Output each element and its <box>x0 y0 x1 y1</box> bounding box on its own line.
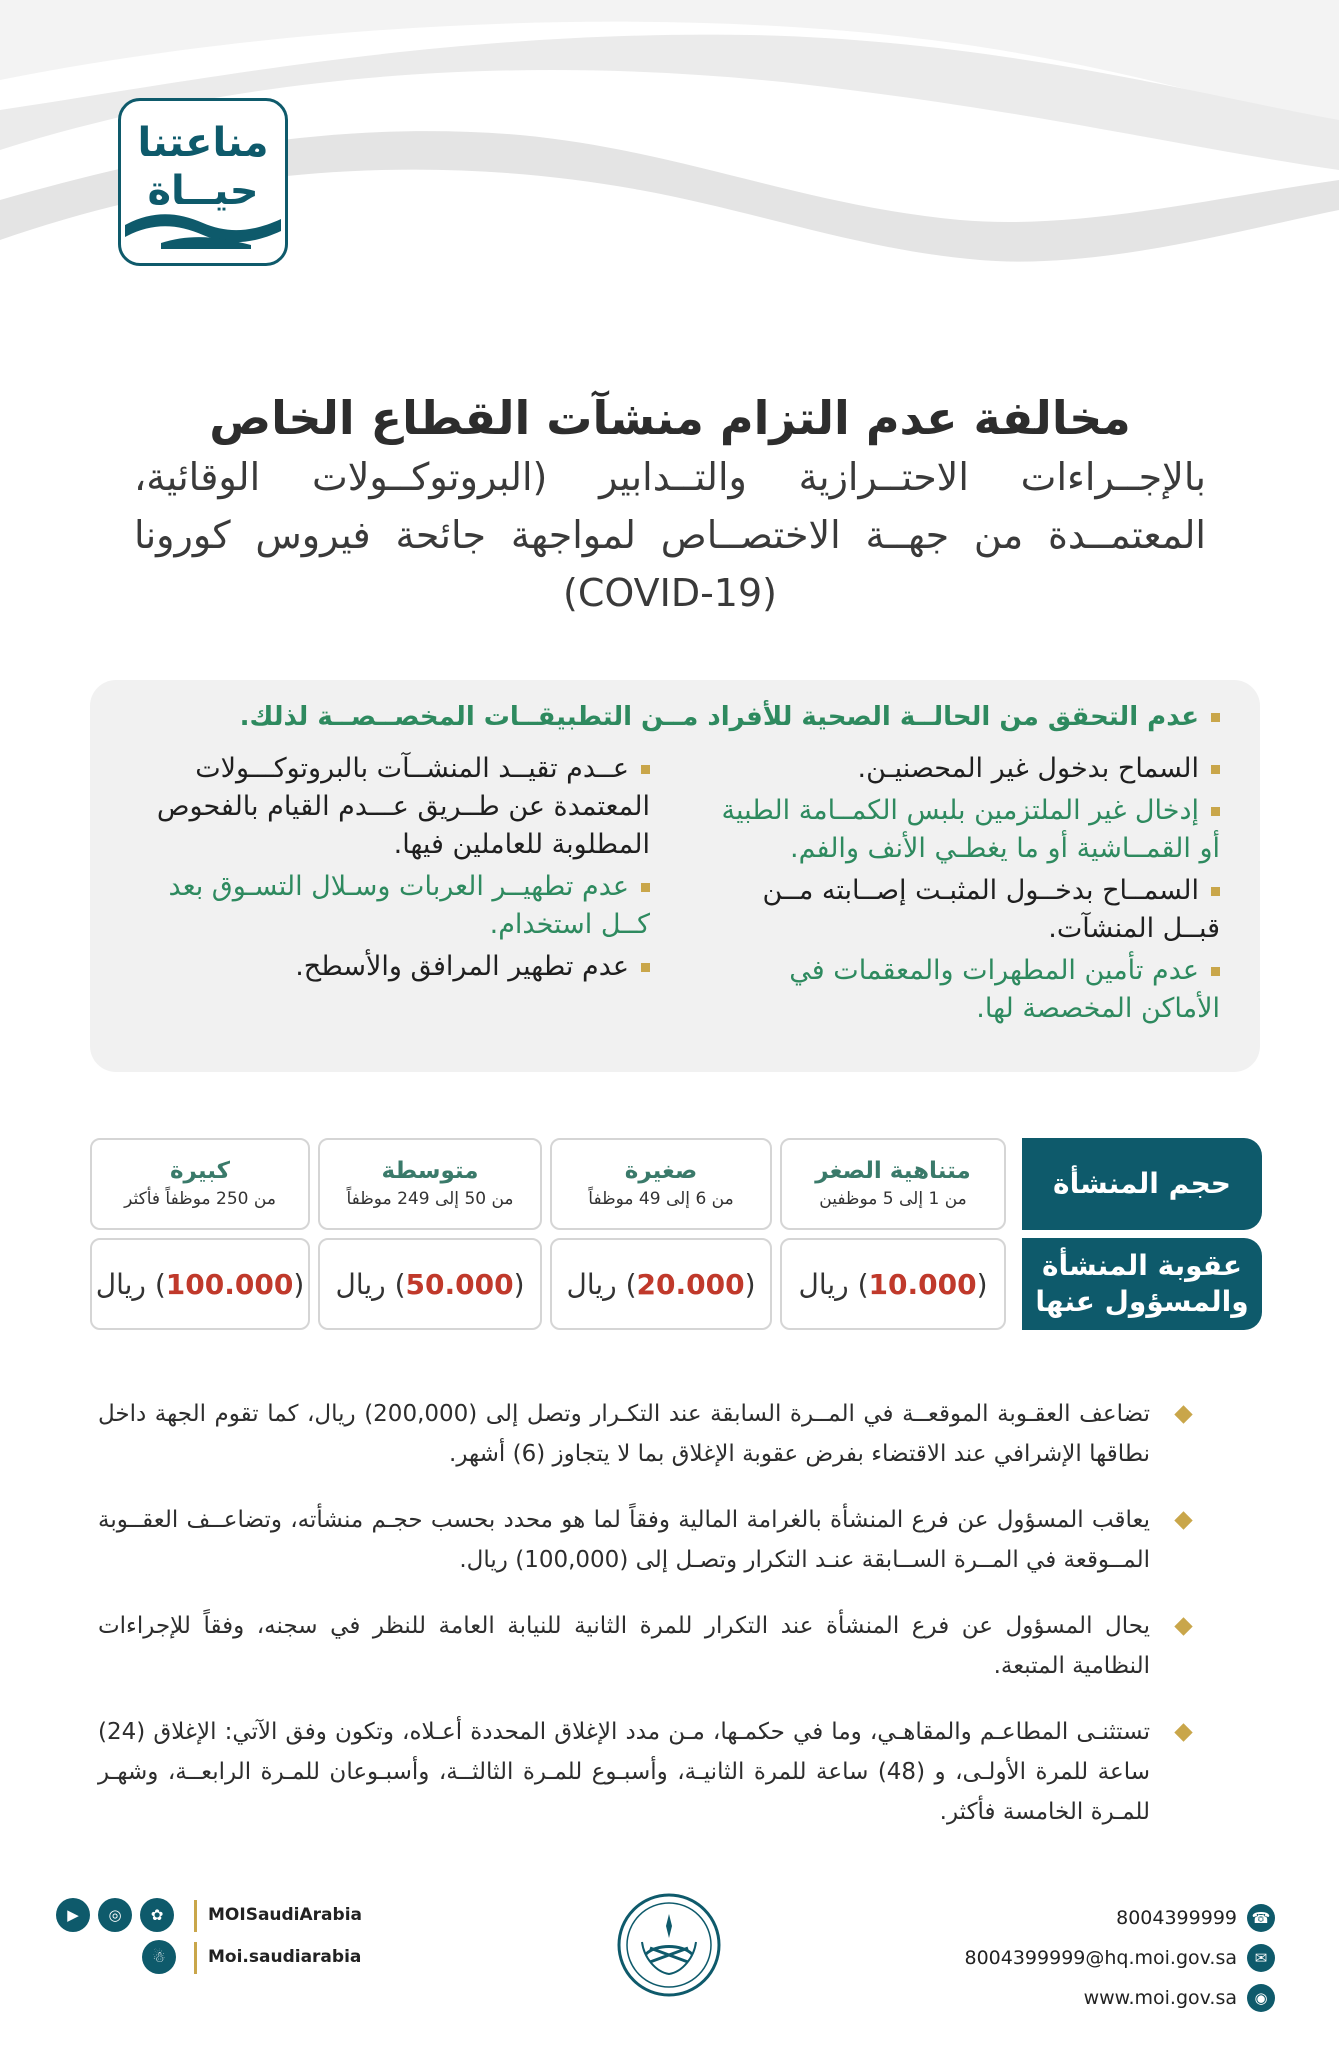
violation-item-top: عدم التحقق من الحالــة الصحية للأفراد مــن التطبيقــات المخصــصــة لذلك. <box>120 698 1220 736</box>
fine-currency: ريال <box>566 1267 617 1301</box>
note-item: يحال المسؤول عن فرع المنشأة عند التكرار للمرة الثانية للنيابة العامة للنظر في سجنه، وفقاً للإجراءات النظامية المتبعة. <box>98 1606 1198 1686</box>
divider <box>194 1942 197 1974</box>
fine-currency: ريال <box>95 1267 146 1301</box>
size-range: من 1 إلى 5 موظفين <box>819 1189 967 1209</box>
fine-currency: ريال <box>335 1267 386 1301</box>
note-item: تضاعف العقـوبة الموقعــة في المــرة السابقة عند التكـرار وتصل إلى (200,000) ريال، كما تقوم الجهة داخل نطاقها الإشرافي عند الاقتضاء بفرض عقوبة الإغلاق بما لا يتجاوز (6) أشهر. <box>98 1394 1198 1474</box>
bullet-icon <box>1211 967 1220 976</box>
size-range: من 6 إلى 49 موظفاً <box>588 1189 734 1209</box>
table-cell-size <box>780 1138 1006 1230</box>
social-handle[interactable]: MOISaudiArabia <box>208 1905 362 1925</box>
diamond-bullet-icon <box>1174 1511 1192 1529</box>
bullet-icon <box>1211 807 1220 816</box>
divider <box>194 1900 197 1932</box>
fine-amount: 10.000 <box>868 1267 977 1301</box>
bullet-icon <box>641 963 650 972</box>
violation-item: عدم تطهيــر العربات وسـلال التسـوق بعد كــل استخدام. <box>168 871 650 940</box>
violations-panel <box>90 680 1260 1072</box>
table-cell-size <box>318 1138 542 1230</box>
email-icon: ✉ <box>1247 1944 1275 1972</box>
violation-item: السماح بدخول غير المحصنيـن. <box>720 750 1220 788</box>
table-cell-fine: (20.000) ريال <box>550 1238 772 1330</box>
diamond-bullet-icon <box>1174 1405 1192 1423</box>
phone-icon: ☎ <box>1247 1904 1275 1932</box>
page-subtitle: بالإجــراءات الاحتــرازية والتــدابير (البروتوكــولات الوقائية، المعتمــدة من جهــة الاختصــاص لمواجهة جائحة فيروس كورونا (COVID-19) <box>134 455 1206 615</box>
fine-amount: 20.000 <box>636 1267 745 1301</box>
notes-list <box>98 1394 1198 1858</box>
contact-website[interactable]: ◉ www.moi.gov.sa <box>955 1978 1275 2018</box>
violation-item: إدخال غير الملتزمين بلبس الكمــامة الطبية أو القمــاشية أو ما يغطـي الأنف والفم. <box>721 795 1220 864</box>
bullet-icon <box>1211 713 1220 722</box>
size-title: كبيرة <box>169 1158 231 1184</box>
violations-column-right <box>720 750 1220 1032</box>
fine-currency: ريال <box>798 1267 849 1301</box>
violation-item: عدم تطهير المرافق والأسطح. <box>130 948 650 986</box>
title-block <box>130 388 1210 622</box>
violation-item: السمــاح بدخــول المثبـت إصــابته مــن قبــل المنشآت. <box>762 875 1220 944</box>
diamond-bullet-icon <box>1174 1617 1192 1635</box>
logo-wave-icon <box>121 203 285 249</box>
table-cell-size <box>90 1138 310 1230</box>
size-title: متوسطة <box>381 1158 479 1184</box>
violations-column-left <box>130 750 650 990</box>
note-item: تستثنـى المطاعـم والمقاهـي، وما في حكمـها، مـن مدد الإغلاق المحددة أعـلاه، وتكون وفق الآتي: الإغلاق (24) ساعة للمرة الأولـى، و (48) ساعة للمرة الثانيـة، وأسبـوع للمـرة الثالثــة، وأسبـوعان للمـرة الرابعــة، وشهـر للمـرة الخامسة فأكثر. <box>98 1712 1198 1832</box>
logo-line-2: حيــاة <box>147 168 259 214</box>
ministry-emblem-icon <box>616 1892 722 1998</box>
bullet-icon <box>641 883 650 892</box>
instagram-icon[interactable]: ◎ <box>98 1898 132 1932</box>
size-range: من 50 إلى 249 موظفاً <box>346 1189 514 1209</box>
globe-icon: ◉ <box>1247 1984 1275 2012</box>
fine-amount: 50.000 <box>405 1267 514 1301</box>
snapchat-handle[interactable]: Moi.saudiarabia <box>208 1947 362 1967</box>
size-range: من 250 موظفاً فأكثر <box>124 1189 276 1209</box>
violation-item: عدم تأمين المطهرات والمعقمات في الأماكن المخصصة لها. <box>789 955 1220 1024</box>
contact-info <box>955 1898 1275 2018</box>
table-cell-size <box>550 1138 772 1230</box>
table-cell-fine: (100.000) ريال <box>90 1238 310 1330</box>
size-title: متناهية الصغر <box>815 1158 971 1184</box>
table-cell-fine: (10.000) ريال <box>780 1238 1006 1330</box>
diamond-bullet-icon <box>1174 1723 1192 1741</box>
bullet-icon <box>641 765 650 774</box>
social-icons-row <box>56 1898 174 1932</box>
logo-line-1: مناعتنا <box>137 120 269 166</box>
table-cell-fine: (50.000) ريال <box>318 1238 542 1330</box>
contact-phone[interactable]: ☎ 8004399999 <box>955 1898 1275 1938</box>
snapchat-icon[interactable]: ☃ <box>142 1940 176 1974</box>
campaign-logo <box>118 98 288 266</box>
table-header-penalty: عقوبة المنشأة والمسؤول عنها <box>1022 1238 1262 1330</box>
bullet-icon <box>1211 887 1220 896</box>
contact-email[interactable]: ✉ 8004399999@hq.moi.gov.sa <box>955 1938 1275 1978</box>
bullet-icon <box>1211 765 1220 774</box>
fine-amount: 100.000 <box>165 1267 294 1301</box>
size-title: صغيرة <box>624 1158 698 1184</box>
table-header-establishment-size: حجم المنشأة <box>1022 1138 1262 1230</box>
violation-item: عــدم تقيــد المنشــآت بالبروتوكـــولات المعتمدة عن طــريق عـــدم القيام بالفحوص المطلوبة للعاملين فيها. <box>156 753 650 860</box>
page-title: مخالفة عدم التزام منشآت القطاع الخاص <box>209 391 1131 445</box>
social-links <box>56 1898 366 1998</box>
note-item: يعاقب المسؤول عن فرع المنشأة بالغرامة المالية وفقاً لما هو محدد بحسب حجـم منشأته، وتضاعــف العقــوبة المــوقعة في المــرة الســابقة عنـد التكرار وتصـل إلى (100,000) ريال. <box>98 1500 1198 1580</box>
twitter-icon[interactable]: ✿ <box>140 1898 174 1932</box>
youtube-icon[interactable]: ▶ <box>56 1898 90 1932</box>
